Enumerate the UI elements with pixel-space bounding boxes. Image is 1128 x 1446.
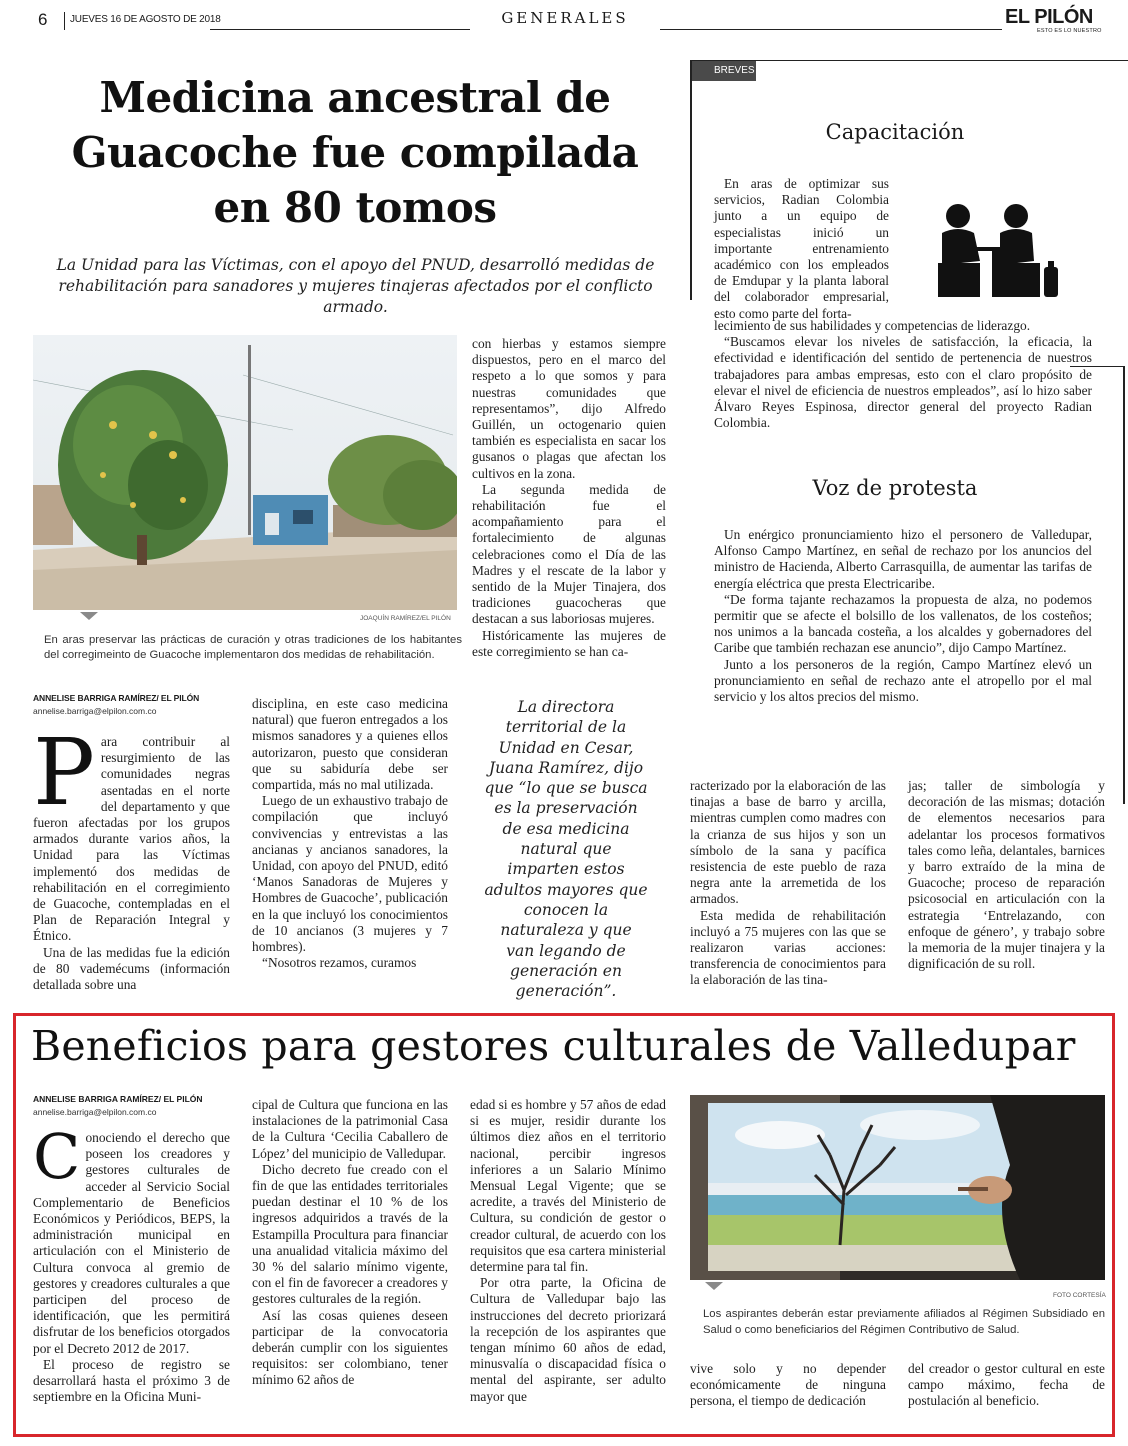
section-title: GENERALES bbox=[501, 9, 629, 27]
article1-column-2 bbox=[252, 696, 448, 971]
article1-column-5 bbox=[908, 778, 1105, 972]
article2-photo-marker bbox=[705, 1282, 723, 1290]
article1-photo-credit: JOAQUÍN RAMÍREZ/EL PILÓN bbox=[360, 615, 451, 622]
article2-column-2 bbox=[252, 1097, 448, 1389]
article2-photo bbox=[690, 1095, 1105, 1280]
page-number: 6 bbox=[38, 10, 48, 29]
article1-column-1 bbox=[33, 719, 230, 993]
paragraph: Por otra parte, la Oficina de Cultura de Valledupar bajo las instrucciones del decreto priorizará la recepción de los aspirantes que tengan mínimo 60 años de edad, minusvalía o discapacidad física o mental del aspirante, ser adulto mayor que bbox=[470, 1275, 666, 1404]
article2-column-1 bbox=[33, 1120, 230, 1405]
paragraph: edad si es hombre y 57 años de edad si es mujer, residir durante los últimos diez años en el territorio nacional, percibir ingresos inferiores a un Salario Mínimo Mensual Legal Vigente; que se acredite, a través del Ministerio de Cultura, su condición de gestor o creador cultural, de acuerdo con los requisitos que esa cartera ministerial determine para tal fin. bbox=[470, 1097, 666, 1275]
paragraph: “Buscamos elevar los niveles de satisfacción, la eficacia, la efectividad e identificación del sentido de pertenencia de nuestros trabajadores para ambas empresas, esto con el claro propósito de elevar el nivel de eficiencia de nuestros empleados”, así lo hizo saber Álvaro Reyes Espinosa, director general del proyecto Radian Colombia. bbox=[714, 334, 1092, 431]
paragraph: El proceso de registro se desarrollará hasta el próximo 3 de septiembre en la Oficina Muni- bbox=[33, 1356, 230, 1405]
paragraph: “De forma tajante rechazamos la propuesta de alza, no podemos permitir que se afecte el bolsillo de los vallenatos, de los costeños; nos unimos a la bancada costeña, a los alcaldes y gobernadores del Caribe que también rechazan ese anuncio”, dijo Campo Martínez. bbox=[714, 591, 1092, 656]
header-rule-right bbox=[660, 29, 1002, 30]
paragraph: vive solo y no depender económicamente de ninguna persona, el tiempo de dedicación bbox=[690, 1361, 886, 1409]
article1-caption: En aras preservar las prácticas de curación y otras tradiciones de los habitantes del corregimeinto de Guacoche implementaron dos medidas de rehabilitación. bbox=[44, 634, 462, 661]
brand-logo: EL PILÓN bbox=[1005, 6, 1093, 28]
paragraph: con hierbas y estamos siempre dispuestos, pero en el marco del respeto a lo que somos y para nuestras comunidades que representamos”, dijo Alfredo Guillén, un octogenario quien también es especialista en sacar los gusanos o plagas que afectan los cultivos en la zona. bbox=[472, 336, 666, 481]
dropcap: C bbox=[33, 1120, 81, 1193]
article1-photo-marker bbox=[80, 612, 98, 620]
brand-tagline: ESTO ES LO NUESTRO bbox=[1037, 28, 1102, 34]
article2-email: annelise.barriga@elpilon.com.co bbox=[33, 1107, 157, 1117]
breves-item1-narrow: En aras de optimizar sus servicios, Radian Colombia junto a un equipo de especialistas inició un importante entrenamiento académico con los empleados de Emdupar y la planta laboral del colaborador empresarial, esto como parte del forta- bbox=[714, 176, 889, 321]
header-divider bbox=[64, 12, 65, 30]
paragraph: racterizado por la elaboración de las tinajas a base de barro y arcilla, mientras cumplen como madres con la crianza de sus hijos y son un símbolo de la sana y pacífica resistencia de este pueblo de raza negra ante la arremetida de los armados. bbox=[690, 778, 886, 907]
article1-top-right-column bbox=[472, 336, 666, 660]
meeting-icon bbox=[934, 203, 1060, 299]
paragraph: Una de las medidas fue la edición de 80 vademécums (información detallada sobre una bbox=[33, 944, 230, 993]
paragraph: disciplina, en este caso medicina natural) que fueron entregados a los mismos sanadores y a quienes ellos autorizaron, puesto que consideran que su sabiduría debe ser compartida, más no mal utilizada. bbox=[252, 696, 448, 793]
breves-label: BREVES bbox=[692, 61, 756, 81]
article2-headline: Beneficios para gestores culturales de Valledupar bbox=[31, 1022, 1076, 1070]
article1-column-4 bbox=[690, 778, 886, 989]
article1-headline: Medicina ancestral de Guacoche fue compilada en 80 tomos bbox=[71, 73, 639, 232]
paragraph: Junto a los personeros de la región, Campo Martínez elevó un pronunciamiento en señal de rechazo ante el atropello por el mal servicio y los altos precios del mismo. bbox=[714, 656, 1092, 705]
dropcap: P bbox=[33, 719, 95, 826]
paragraph: La segunda medida de rehabilitación fue el acompañamiento para el fortalecimiento de algunas celebraciones como el Día de las Madres y el rescate de la labor y sentido de la Mujer Tinajera, dos tradiciones guacocheras que destacan a sus laboriosas mujeres. bbox=[472, 481, 666, 627]
paragraph: Conociendo el derecho que poseen los creadores y gestores culturales de acceder al Servicio Social Complementario de Beneficios Económicos y Periódicos, BEPS, la administración municipal en articulación con el Ministerio de Cultura convoca al gremio de gestores y creadores culturales a que participen del proceso de identificación, que les permitirá disfrutar de los beneficios otorgados por el Decreto 2012 de 2017. bbox=[33, 1120, 230, 1356]
paragraph: lecimiento de sus habilidades y competencias de liderazgo. bbox=[714, 318, 1031, 333]
article1-email: annelise.barriga@elpilon.com.co bbox=[33, 706, 157, 716]
article1-pull-quote: La directora territorial de la Unidad en Cesar, Juana Ramírez, dijo que “lo que se busca es la preservación de esa medicina natural que imparten estos adultos mayores que conocen la naturaleza y que van legando de generación en generación”. bbox=[484, 698, 648, 1001]
article1-photo bbox=[33, 335, 457, 610]
article2-column-5 bbox=[908, 1361, 1105, 1410]
paragraph: Luego de un exhaustivo trabajo de compilación que incluyó convivencias y entrevistas a las ancianas y ancianos sanadores, la Unidad, con apoyo del PNUD, editó ‘Manos Sanadoras de Mujeres y Hombres de Guacoche’, publicación en la que incluyó los conocimientos de 10 ancianos (3 mujeres y 7 hombres). bbox=[252, 793, 448, 955]
article2-column-4 bbox=[690, 1361, 886, 1410]
paragraph: jas; taller de simbología y decoración de las mismas; dotación de elementos necesarios para adelantar los procesos formativos tales como leña, delantales, barnices y barro extraído de la mina de Guacoche; proceso de reparación psicosocial en articulación con la estrategia ‘Entrelazando, con enfoque de género’, y trabajo sobre la memoria de la mujer tinajera y la dignificación de su roll. bbox=[908, 778, 1105, 972]
article2-byline: ANNELISE BARRIGA RAMÍREZ/ EL PILÓN bbox=[33, 1094, 203, 1104]
paragraph: Un enérgico pronunciamiento hizo el personero de Valledupar, Alfonso Campo Martínez, en señal de rechazo por los anuncios del ministro de Hacienda, Alberto Carrasquilla, de aumentar las tarifas de energía eléctrica que presta Electricaribe. bbox=[714, 527, 1092, 591]
breves-item2-body bbox=[714, 527, 1092, 705]
paragraph: “Nosotros rezamos, curamos bbox=[262, 955, 417, 971]
article1-deck: La Unidad para las Víctimas, con el apoyo del PNUD, desarrolló medidas de rehabilitación para sanadores y mujeres tinajeras afectados por el conflicto armado. bbox=[56, 256, 655, 316]
breves-item2-title: Voz de protesta bbox=[812, 476, 978, 500]
article2-column-3 bbox=[470, 1097, 666, 1405]
paragraph: del creador o gestor cultural en este campo máximo, fecha de postulación al beneficio. bbox=[908, 1361, 1105, 1409]
paragraph: cipal de Cultura que funciona en las instalaciones de la patrimonial Casa de la Cultura ‘Cecilia Caballero de López’ del municipio de Valledupar. bbox=[252, 1097, 448, 1161]
breves-item1-title: Capacitación bbox=[825, 120, 965, 144]
article2-photo-credit: FOTO CORTESÍA bbox=[1053, 1292, 1106, 1299]
breves-item1-continued bbox=[714, 318, 1092, 431]
article1-byline: ANNELISE BARRIGA RAMÍREZ/ EL PILÓN bbox=[33, 693, 200, 703]
paragraph: Esta medida de rehabilitación incluyó a 75 mujeres con las que se realizaron varias acciones: transferencia de conocimientos para la elaboración de las tina- bbox=[690, 907, 886, 988]
paragraph: Así las cosas quienes deseen participar de la convocatoria deberán cumplir con los siguientes requisitos: ser colombiano, tener mínimo 62 años de bbox=[252, 1307, 448, 1388]
paragraph: Dicho decreto fue creado con el fin de que las entidades territoriales puedan destinar el 10 % de los ingresos adquiridos a través de la Estampilla Procultura para financiar una anualidad vitalicia máximo del 30 % del salario mínimo vigente, con el fin de favorecer a creadores y gestores culturales de la región. bbox=[252, 1161, 448, 1307]
header-date: JUEVES 16 DE AGOSTO DE 2018 bbox=[70, 14, 221, 25]
article2-caption: Los aspirantes deberán estar previamente afiliados al Régimen Subsidiado en Salud o como beneficiarios del Régimen Contributivo de Salud. bbox=[703, 1308, 1105, 1336]
paragraph: Históricamente las mujeres de este corregimiento se han ca- bbox=[472, 627, 666, 659]
paragraph: Para contribuir al resurgimiento de las comunidades negras asentadas en el norte del departamento y que fueron afectadas por los grupos armados durante varios años, la Unidad para las Víctimas implementó dos medidas de rehabilitación en el corregimiento de Guacoche, contempladas en el Plan de Reparación Integral y Étnico. bbox=[33, 719, 230, 944]
header-rule-left bbox=[210, 29, 470, 30]
